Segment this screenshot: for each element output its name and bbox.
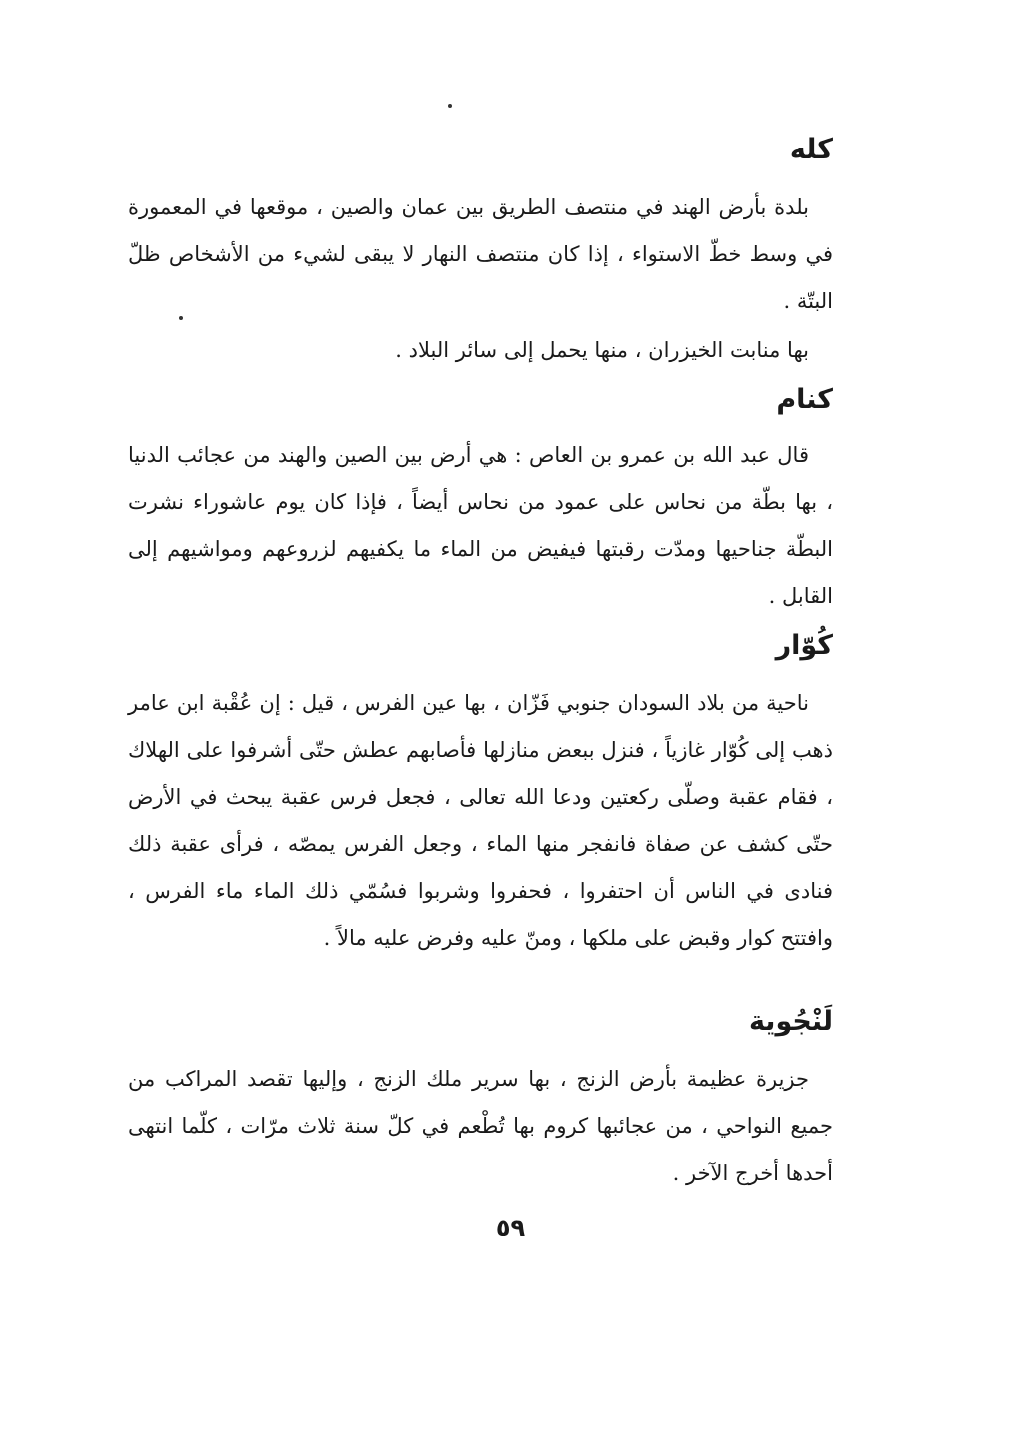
entry-paragraph: بها منابت الخيزران ، منها يحمل إلى سائر البلاد .	[395, 338, 809, 362]
entry-title: لَنْجُوية	[748, 1006, 833, 1037]
entry-title: كُوّار	[775, 630, 833, 661]
entry-paragraph: ناحية من بلاد السودان جنوبي فَزّان ، بها عين الفرس ، قيل : إن عُقْبة ابن عامر ذهب إلى كُوّار غازياً ، فنزل ببعض منازلها فأصابهم عطش حتّى أشرفوا على الهلاك ، فقام عقبة وصلّى ركعتين ودعا الله تعالى ، فجعل فرس عقبة يبحث في الأرض حتّى كشف عن صفاة فانفجر منها الماء ، وجعل الفرس يمصّه ، فرأى عقبة ذلك فنادى في الناس أن احتفروا ، فحفروا وشربوا فسُمّي ذلك الماء ماء الفرس ، وافتتح كوار وقبض على ملكها ، ومنّ عليه وفرض عليه مالاً .	[128, 691, 833, 950]
page-number: ٥٩	[495, 1214, 526, 1242]
scan-speck	[179, 316, 183, 320]
entry-lanjawiya	[128, 1002, 833, 1197]
scan-speck	[448, 104, 452, 108]
entry-paragraph: قال عبد الله بن عمرو بن العاص : هي أرض بين الصين والهند من عجائب الدنيا ، بها بطّة من نحاس على عمود من نحاس أيضاً ، فإذا كان يوم عاشوراء نشرت البطّة جناحيها ومدّت رقبتها فيفيض من الماء ما يكفيهم لزروعهم ومواشيهم إلى القابل .	[128, 443, 833, 608]
entry-paragraph: جزيرة عظيمة بأرض الزنج ، بها سرير ملك الزنج ، وإليها تقصد المراكب من جميع النواحي ، من عجائبها كروم بها تُطْعم في كلّ سنة ثلاث مرّات ، كلّما انتهى أحدها أخرج الآخر .	[128, 1067, 833, 1185]
entry-paragraph: بلدة بأرض الهند في منتصف الطريق بين عمان والصين ، موقعها في المعمورة في وسط خطّ الاستواء ، إذا كان منتصف النهار لا يبقى لشيء من الأشخاص ظلّ البتّة .	[128, 195, 833, 313]
entry-title: كنام	[776, 384, 833, 415]
entry-title: كله	[789, 134, 833, 165]
entry-kalah	[128, 130, 833, 374]
entry-kawar	[128, 626, 833, 962]
entry-kanam	[128, 380, 833, 620]
